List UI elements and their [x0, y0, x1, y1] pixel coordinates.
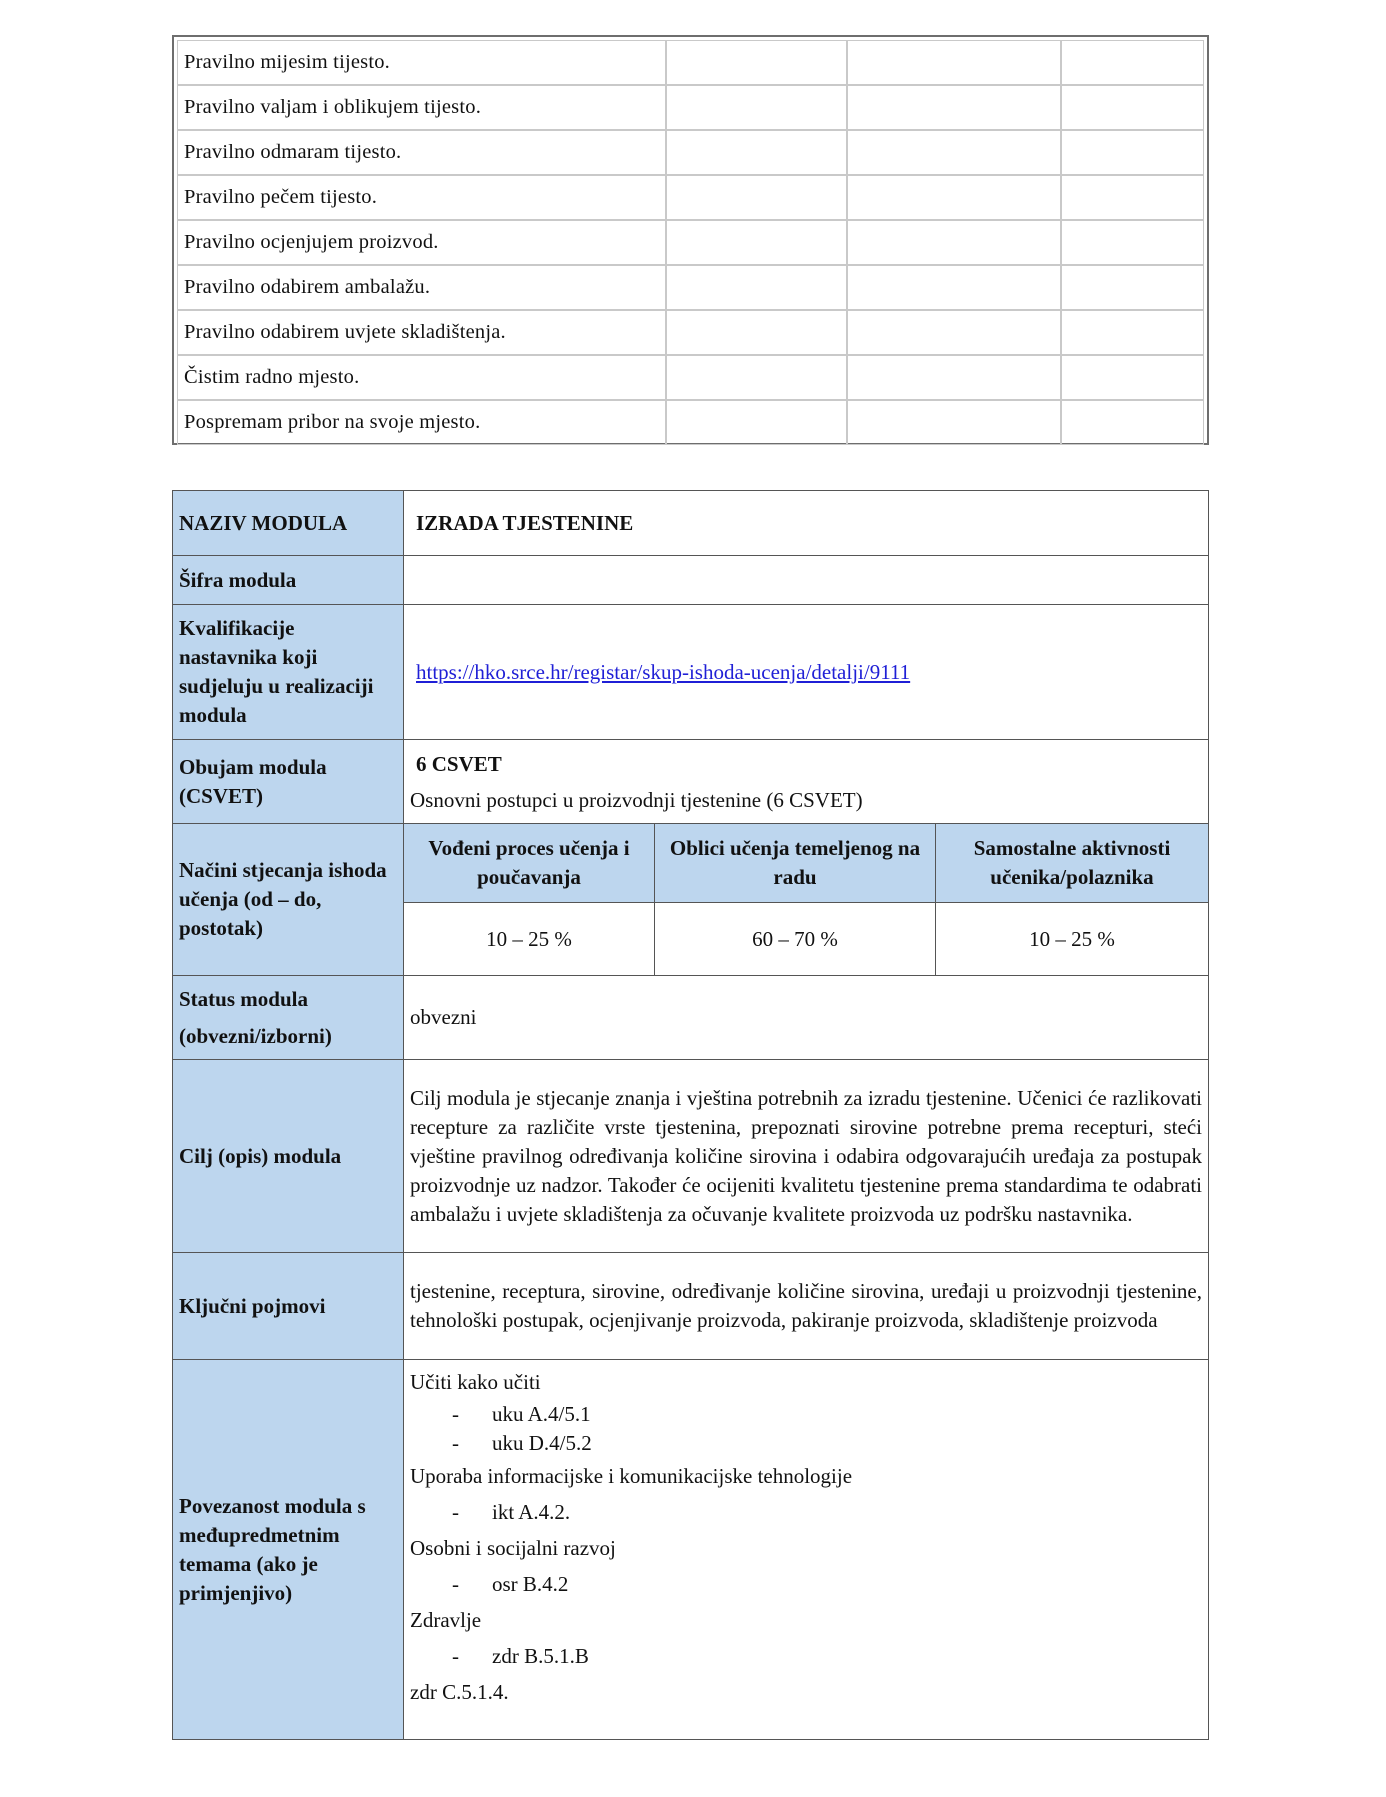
checklist-cell	[666, 40, 847, 85]
row-status	[173, 976, 1209, 1060]
checklist-cell	[847, 400, 1061, 445]
status-value: obvezni	[404, 976, 1209, 1060]
checklist-cell	[847, 175, 1061, 220]
checklist-item: Pravilno pečem tijesto.	[177, 175, 666, 220]
checklist-cell	[1061, 40, 1204, 85]
checklist-item: Pravilno odabirem ambalažu.	[177, 265, 666, 310]
method-value: 10 – 25 %	[936, 903, 1209, 976]
volume-detail: Osnovni postupci u proizvodnji tjestenine (6 CSVET)	[410, 787, 863, 812]
checklist-cell	[847, 355, 1061, 400]
checklist-cell	[1061, 355, 1204, 400]
dash-bullet: -	[452, 1431, 459, 1455]
method-value: 10 – 25 %	[404, 903, 655, 976]
checklist-cell	[666, 220, 847, 265]
checklist-cell	[1061, 85, 1204, 130]
method-header: Vođeni proces učenja i poučavanja	[404, 824, 655, 903]
row-volume	[173, 740, 1209, 824]
topic-item: - uku A.4/5.1	[410, 1400, 1202, 1429]
method-value: 60 – 70 %	[655, 903, 936, 976]
learning-methods-label: Načini stjecanja ishoda učenja (od – do, postotak)	[173, 824, 404, 976]
table-row	[177, 310, 1204, 355]
keywords-label: Ključni pojmovi	[173, 1253, 404, 1360]
module-code-value	[404, 556, 1209, 605]
table-row	[177, 40, 1204, 85]
topic-item: - zdr B.5.1.B	[410, 1638, 1202, 1674]
checklist-item: Pravilno odmaram tijesto.	[177, 130, 666, 175]
checklist-cell	[666, 310, 847, 355]
keywords-value: tjestenine, receptura, sirovine, određivanje količine sirovina, uređaji u proizvodnji tjestenine, tehnološki postupak, ocjenjivanje proizvoda, pakiranje proizvoda, skladištenje proizvoda	[404, 1253, 1209, 1360]
checklist-cell	[847, 265, 1061, 310]
row-learning-methods	[173, 824, 1209, 976]
topic-heading: Zdravlje	[410, 1608, 482, 1632]
checklist-cell	[666, 355, 847, 400]
goal-value: Cilj modula je stjecanje znanja i vještina potrebnih za izradu tjestenine. Učenici će razlikovati recepture za različite vrste tjestenina, prepoznati sirovine potrebne prema recepturi, steći vještine pravilnog određivanja količine sirovina i odabira odgovarajućih uređaja za postupak proizvodnje uz nadzor. Također će ocijeniti kvalitetu tjestenine prema standardima te odabrati ambalažu i uvjete skladištenja za očuvanje kvalitete proizvoda uz podršku nastavnika.	[404, 1060, 1209, 1253]
checklist-item: Pravilno mijesim tijesto.	[177, 40, 666, 85]
checklist-cell	[1061, 310, 1204, 355]
table-row	[177, 400, 1204, 445]
topic-heading: Učiti kako učiti	[410, 1370, 541, 1394]
volume-label: Obujam modula (CSVET)	[173, 740, 404, 824]
topic-trailing-item: zdr C.5.1.4.	[410, 1680, 509, 1704]
table-row	[177, 355, 1204, 400]
checklist-item: Pravilno valjam i oblikujem tijesto.	[177, 85, 666, 130]
checklist-cell	[666, 130, 847, 175]
checklist-cell	[1061, 175, 1204, 220]
table-row	[177, 175, 1204, 220]
checklist-cell	[1061, 220, 1204, 265]
method-header: Oblici učenja temeljenog na radu	[655, 824, 936, 903]
table-row	[177, 220, 1204, 265]
row-qualifications	[173, 605, 1209, 740]
method-header: Samostalne aktivnosti učenika/polaznika	[936, 824, 1209, 903]
checklist-cell	[847, 220, 1061, 265]
topic-item: - osr B.4.2	[410, 1566, 1202, 1602]
row-crosscurricular	[173, 1360, 1209, 1740]
checklist-item: Pravilno ocjenjujem proizvod.	[177, 220, 666, 265]
checklist-item: Pravilno odabirem uvjete skladištenja.	[177, 310, 666, 355]
checklist-cell	[1061, 130, 1204, 175]
dash-bullet: -	[452, 1402, 459, 1426]
learning-methods-table	[404, 824, 1208, 975]
row-goal	[173, 1060, 1209, 1253]
checklist-cell	[1061, 400, 1204, 445]
checklist-cell	[847, 130, 1061, 175]
dash-bullet: -	[452, 1644, 459, 1668]
checklist-item: Čistim radno mjesto.	[177, 355, 666, 400]
dash-bullet: -	[452, 1572, 459, 1596]
goal-label: Cilj (opis) modula	[173, 1060, 404, 1253]
qualifications-label: Kvalifikacije nastavnika koji sudjeluju u realizaciji modula	[173, 605, 404, 740]
checklist-cell	[847, 310, 1061, 355]
checklist-cell	[847, 40, 1061, 85]
checklist-cell	[666, 175, 847, 220]
module-name-value: IZRADA TJESTENINE	[404, 491, 1209, 556]
table-row	[177, 130, 1204, 175]
volume-value: 6 CSVET	[416, 751, 502, 776]
table-row	[177, 265, 1204, 310]
crosscurricular-content	[404, 1360, 1209, 1740]
module-table	[172, 490, 1209, 1740]
topic-heading: Osobni i socijalni razvoj	[410, 1536, 616, 1560]
checklist-cell	[847, 85, 1061, 130]
crosscurricular-label: Povezanost modula s međupredmetnim temama (ako je primjenjivo)	[173, 1360, 404, 1740]
row-keywords	[173, 1253, 1209, 1360]
row-module-code	[173, 556, 1209, 605]
checklist-table	[172, 35, 1209, 445]
checklist-cell	[1061, 265, 1204, 310]
checklist-cell	[666, 85, 847, 130]
topic-heading: Uporaba informacijske i komunikacijske tehnologije	[410, 1464, 853, 1488]
qualifications-link[interactable]: https://hko.srce.hr/registar/skup-ishoda-ucenja/detalji/9111	[416, 659, 911, 684]
checklist-cell	[666, 400, 847, 445]
checklist-cell	[666, 265, 847, 310]
topic-item: - ikt A.4.2.	[410, 1494, 1202, 1530]
row-module-name	[173, 491, 1209, 556]
dash-bullet: -	[452, 1500, 459, 1524]
module-code-label: Šifra modula	[173, 556, 404, 605]
status-label: Status modula (obvezni/izborni)	[173, 976, 404, 1060]
table-row	[177, 85, 1204, 130]
module-name-label: NAZIV MODULA	[173, 491, 404, 556]
checklist-item: Pospremam pribor na svoje mjesto.	[177, 400, 666, 445]
topic-item: - uku D.4/5.2	[410, 1429, 1202, 1458]
